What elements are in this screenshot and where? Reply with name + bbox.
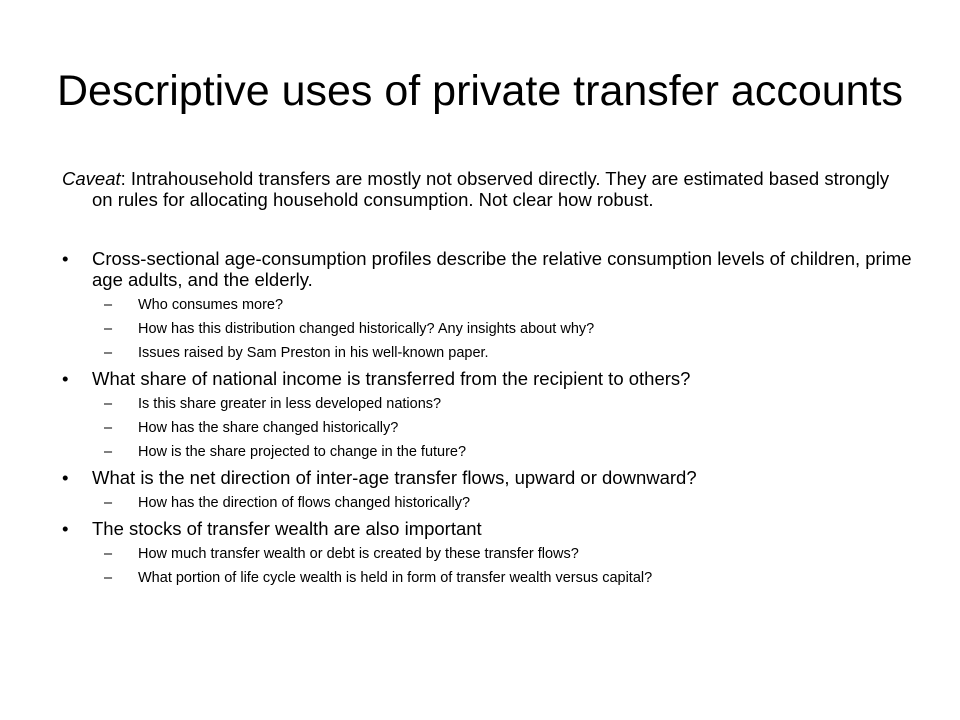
sub-bullet-item <box>62 395 912 413</box>
slide-title: Descriptive uses of private transfer accounts <box>56 67 904 115</box>
dash-marker: – <box>104 444 113 460</box>
sub-bullet-item <box>62 494 912 512</box>
bullet-item <box>62 518 912 539</box>
sub-bullet-item <box>62 443 912 461</box>
bullet-item <box>62 368 912 389</box>
sub-bullet-text: Who consumes more? <box>138 297 284 313</box>
slide-body <box>62 168 912 593</box>
bullet-text: What is the net direction of inter-age transfer flows, upward or downward? <box>92 467 697 488</box>
sub-bullet-text: How has the direction of flows changed historically? <box>138 495 471 511</box>
dash-marker: – <box>104 321 113 337</box>
bullet-text: The stocks of transfer wealth are also important <box>92 518 482 539</box>
sub-bullet-text: How much transfer wealth or debt is created by these transfer flows? <box>138 546 579 562</box>
bullet-marker: • <box>62 248 69 269</box>
dash-marker: – <box>104 345 113 361</box>
sub-bullet-item <box>62 569 912 587</box>
bullet-text: What share of national income is transferred from the recipient to others? <box>92 368 691 389</box>
sub-bullet-text: How has this distribution changed historically? Any insights about why? <box>138 321 595 337</box>
sub-bullet-text: What portion of life cycle wealth is held in form of transfer wealth versus capital? <box>138 570 653 586</box>
dash-marker: – <box>104 297 113 313</box>
sub-bullet-item <box>62 419 912 437</box>
bullet-item <box>62 248 912 290</box>
dash-marker: – <box>104 570 113 586</box>
dash-marker: – <box>104 495 113 511</box>
dash-marker: – <box>104 420 113 436</box>
caveat-paragraph <box>62 168 912 210</box>
bullet-item <box>62 467 912 488</box>
sub-bullet-item <box>62 545 912 563</box>
sub-bullet-text: How is the share projected to change in the future? <box>138 444 467 460</box>
dash-marker: – <box>104 396 113 412</box>
sub-bullet-item <box>62 344 912 362</box>
sub-bullet-item <box>62 320 912 338</box>
bullet-marker: • <box>62 518 69 539</box>
sub-bullet-text: Is this share greater in less developed nations? <box>138 396 442 412</box>
bullet-text: Cross-sectional age-consumption profiles describe the relative consumption levels of children, prime age adults, and the elderly. <box>92 248 912 290</box>
sub-bullet-text: How has the share changed historically? <box>138 420 399 436</box>
bullet-marker: • <box>62 368 69 389</box>
caveat-label: Caveat <box>62 168 121 189</box>
dash-marker: – <box>104 546 113 562</box>
sub-bullet-text: Issues raised by Sam Preston in his well-known paper. <box>138 345 489 361</box>
bullet-marker: • <box>62 467 69 488</box>
caveat-text: : Intrahousehold transfers are mostly not observed directly. They are estimated based strongly on rules for allocating household consumption. Not clear how robust. <box>92 168 890 210</box>
sub-bullet-item <box>62 296 912 314</box>
